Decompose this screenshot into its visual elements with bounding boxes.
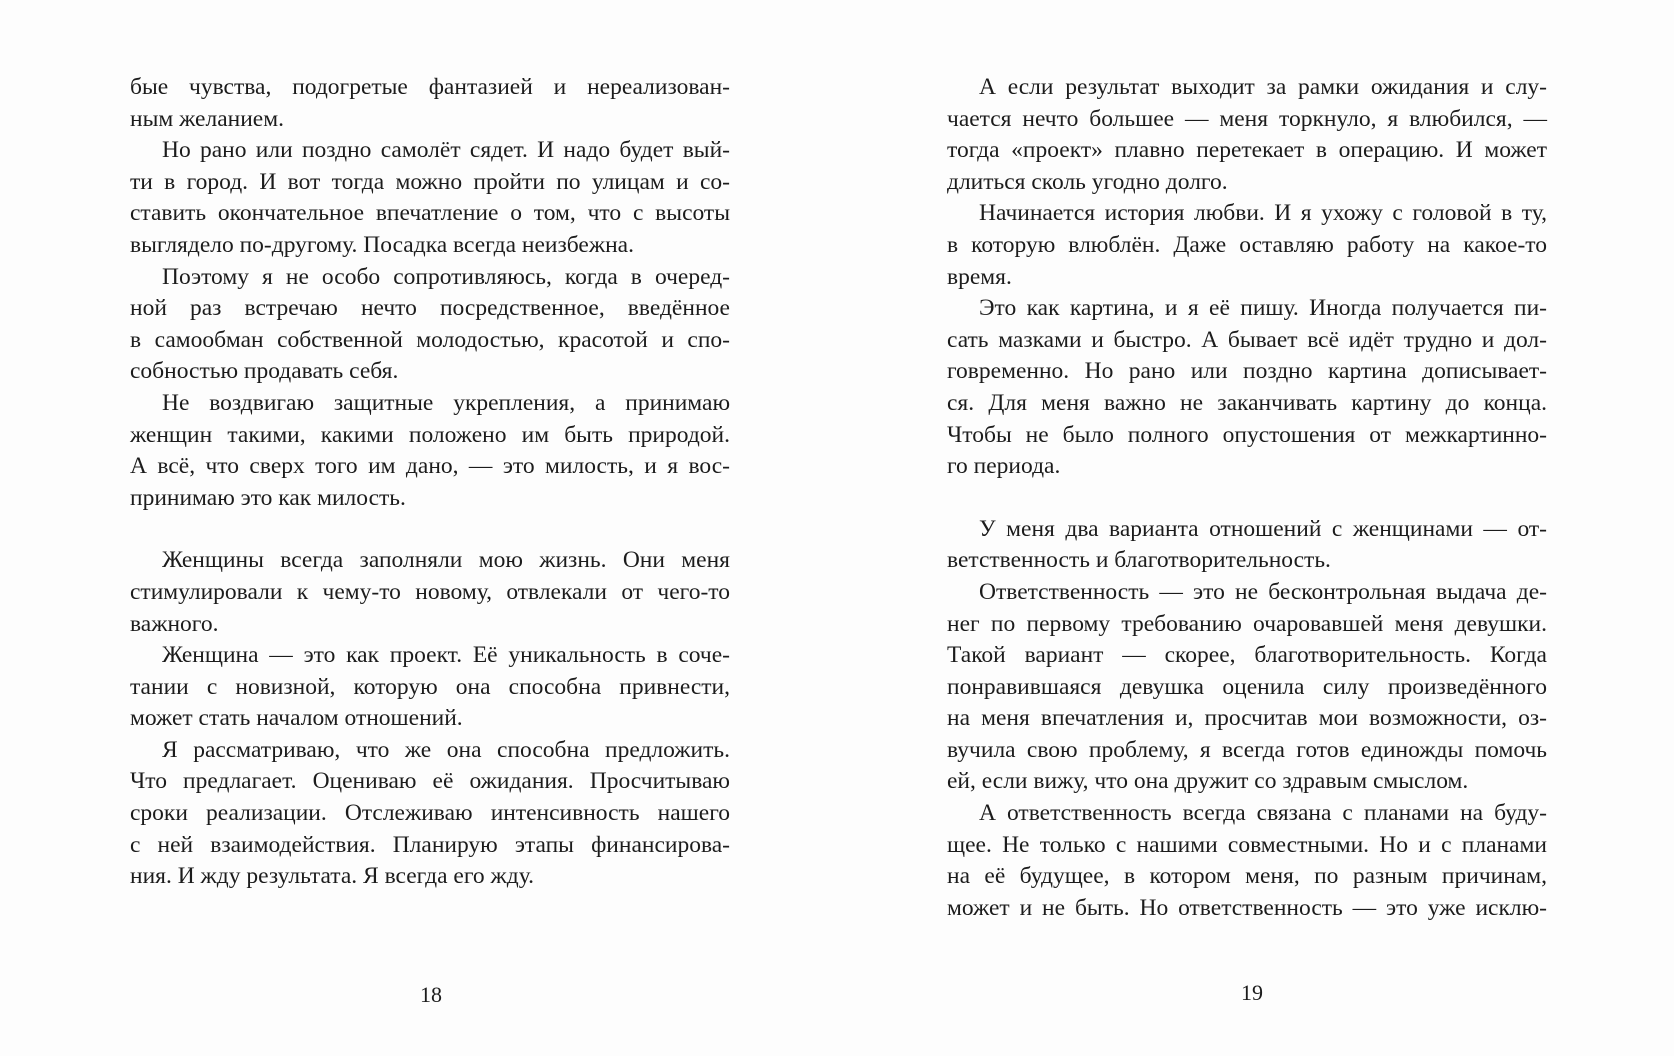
- paragraph: [130, 72, 730, 135]
- text-line: сать мазками и быстро. А бывает всё идёт трудно и дол-: [947, 326, 1547, 353]
- text-line: длиться сколь угодно долго.: [947, 168, 1228, 195]
- text-line: время.: [947, 263, 1012, 290]
- text-line: чается нечто большее — меня торкнуло, я влюбился, —: [947, 105, 1547, 132]
- text-line: Не воздвигаю защитные укрепления, а принимаю: [162, 389, 730, 416]
- paragraph: [947, 293, 1547, 483]
- text-line: А всё, что сверх того им дано, — это милость, и я вос-: [130, 453, 730, 480]
- text-line: Такой вариант — скорее, благотворительность. Когда: [947, 642, 1547, 669]
- text-line: Женщины всегда заполняли мою жизнь. Они меня: [162, 547, 730, 574]
- paragraph: [947, 72, 1547, 198]
- text-line: с ней взаимодействия. Планирую этапы финансирова-: [130, 831, 730, 858]
- text-line: сроки реализации. Отслеживаю интенсивность нашего: [130, 800, 730, 827]
- text-line: Это как картина, и я её пишу. Иногда получается пи-: [979, 295, 1547, 322]
- text-line: А если результат выходит за рамки ожидания и слу-: [979, 74, 1547, 100]
- text-line: тогда «проект» плавно перетекает в операцию. И может: [947, 137, 1547, 164]
- paragraph: [130, 640, 730, 735]
- page-number-right: 19: [1241, 980, 1263, 1005]
- paragraph: [947, 198, 1547, 293]
- text-line: ным желанием.: [130, 105, 284, 132]
- paragraph: [947, 798, 1547, 924]
- text-line: Начинается история любви. И я ухожу с головой в ту,: [979, 200, 1547, 227]
- text-line: ся. Для меня важно не заканчивать картину до конца.: [947, 389, 1547, 416]
- paragraph: [130, 545, 730, 640]
- text-line: ния. И жду результата. Я всегда его жду.: [130, 863, 534, 890]
- text-line: Что предлагает. Оцениваю её ожидания. Просчитываю: [130, 768, 730, 795]
- text-line: Чтобы не было полного опустошения от межкартинно-: [947, 421, 1547, 448]
- text-line: на её будущее, в котором меня, по разным причинам,: [947, 863, 1547, 890]
- paragraph: [130, 388, 730, 514]
- text-line: ей, если вижу, что она дружит со здравым смыслом.: [947, 768, 1469, 795]
- paragraph: [947, 514, 1547, 577]
- text-line: щее. Не только с нашими совместными. Но и с планами: [947, 831, 1547, 858]
- section-break: [130, 514, 730, 545]
- paragraph: [947, 577, 1547, 798]
- text-line: может и не быть. Но ответственность — это уже исклю-: [947, 894, 1547, 921]
- text-line: выглядело по-другому. Посадка всегда неизбежна.: [130, 231, 634, 258]
- text-line: принимаю это как милость.: [130, 484, 406, 511]
- text-line: может стать началом отношений.: [130, 705, 463, 732]
- text-line: Женщина — это как проект. Её уникальность в соче-: [162, 642, 730, 669]
- text-line: нег по первому требованию очаровавшей меня девушки.: [947, 610, 1547, 637]
- paragraph: [130, 735, 730, 893]
- text-line: ветственность и благотворительность.: [947, 547, 1331, 574]
- paragraph: [130, 135, 730, 261]
- text-line: Но рано или поздно самолёт сядет. И надо будет вый-: [162, 137, 730, 164]
- text-line: важного.: [130, 610, 219, 637]
- text-line: в которую влюблён. Даже оставляю работу на какое-то: [947, 231, 1547, 258]
- text-line: говременно. Но рано или поздно картина дописывает-: [947, 358, 1547, 385]
- text-line: го периода.: [947, 453, 1061, 480]
- text-line: Поэтому я не особо сопротивляюсь, когда в очеред-: [162, 263, 730, 290]
- text-line: ставить окончательное впечатление о том, что с высоты: [130, 200, 730, 227]
- text-line: стимулировали к чему-то новому, отвлекали от чего-то: [130, 578, 730, 605]
- text-line: женщин такими, какими положено им быть природой.: [130, 421, 730, 448]
- text-line: А ответственность всегда связана с планами на буду-: [979, 800, 1547, 827]
- section-break: [947, 483, 1547, 514]
- left-page: [130, 72, 730, 893]
- page-number-left: 18: [420, 982, 442, 1007]
- text-line: Ответственность — это не бесконтрольная выдача де-: [979, 578, 1547, 605]
- text-line: вучила свою проблему, я всегда готов единожды помочь: [947, 736, 1547, 763]
- text-line: на меня впечатления и, просчитав мои возможности, оз-: [947, 705, 1547, 732]
- text-line: бые чувства, подогретые фантазией и нереализован-: [130, 74, 730, 100]
- text-line: в самообман собственной молодостью, красотой и спо-: [130, 326, 730, 353]
- text-line: собностью продавать себя.: [130, 358, 399, 385]
- text-line: У меня два варианта отношений с женщинами — от-: [979, 515, 1547, 542]
- text-line: ти в город. И вот тогда можно пройти по улицам и со-: [130, 168, 730, 195]
- text-line: Я рассматриваю, что же она способна предложить.: [162, 736, 730, 763]
- text-line: тании с новизной, которую она способна привнести,: [130, 673, 730, 700]
- paragraph: [130, 262, 730, 388]
- text-line: ной раз встречаю нечто посредственное, введённое: [130, 295, 730, 322]
- right-page: [947, 72, 1547, 924]
- text-line: понравившаяся девушка оценила силу произведённого: [947, 673, 1547, 700]
